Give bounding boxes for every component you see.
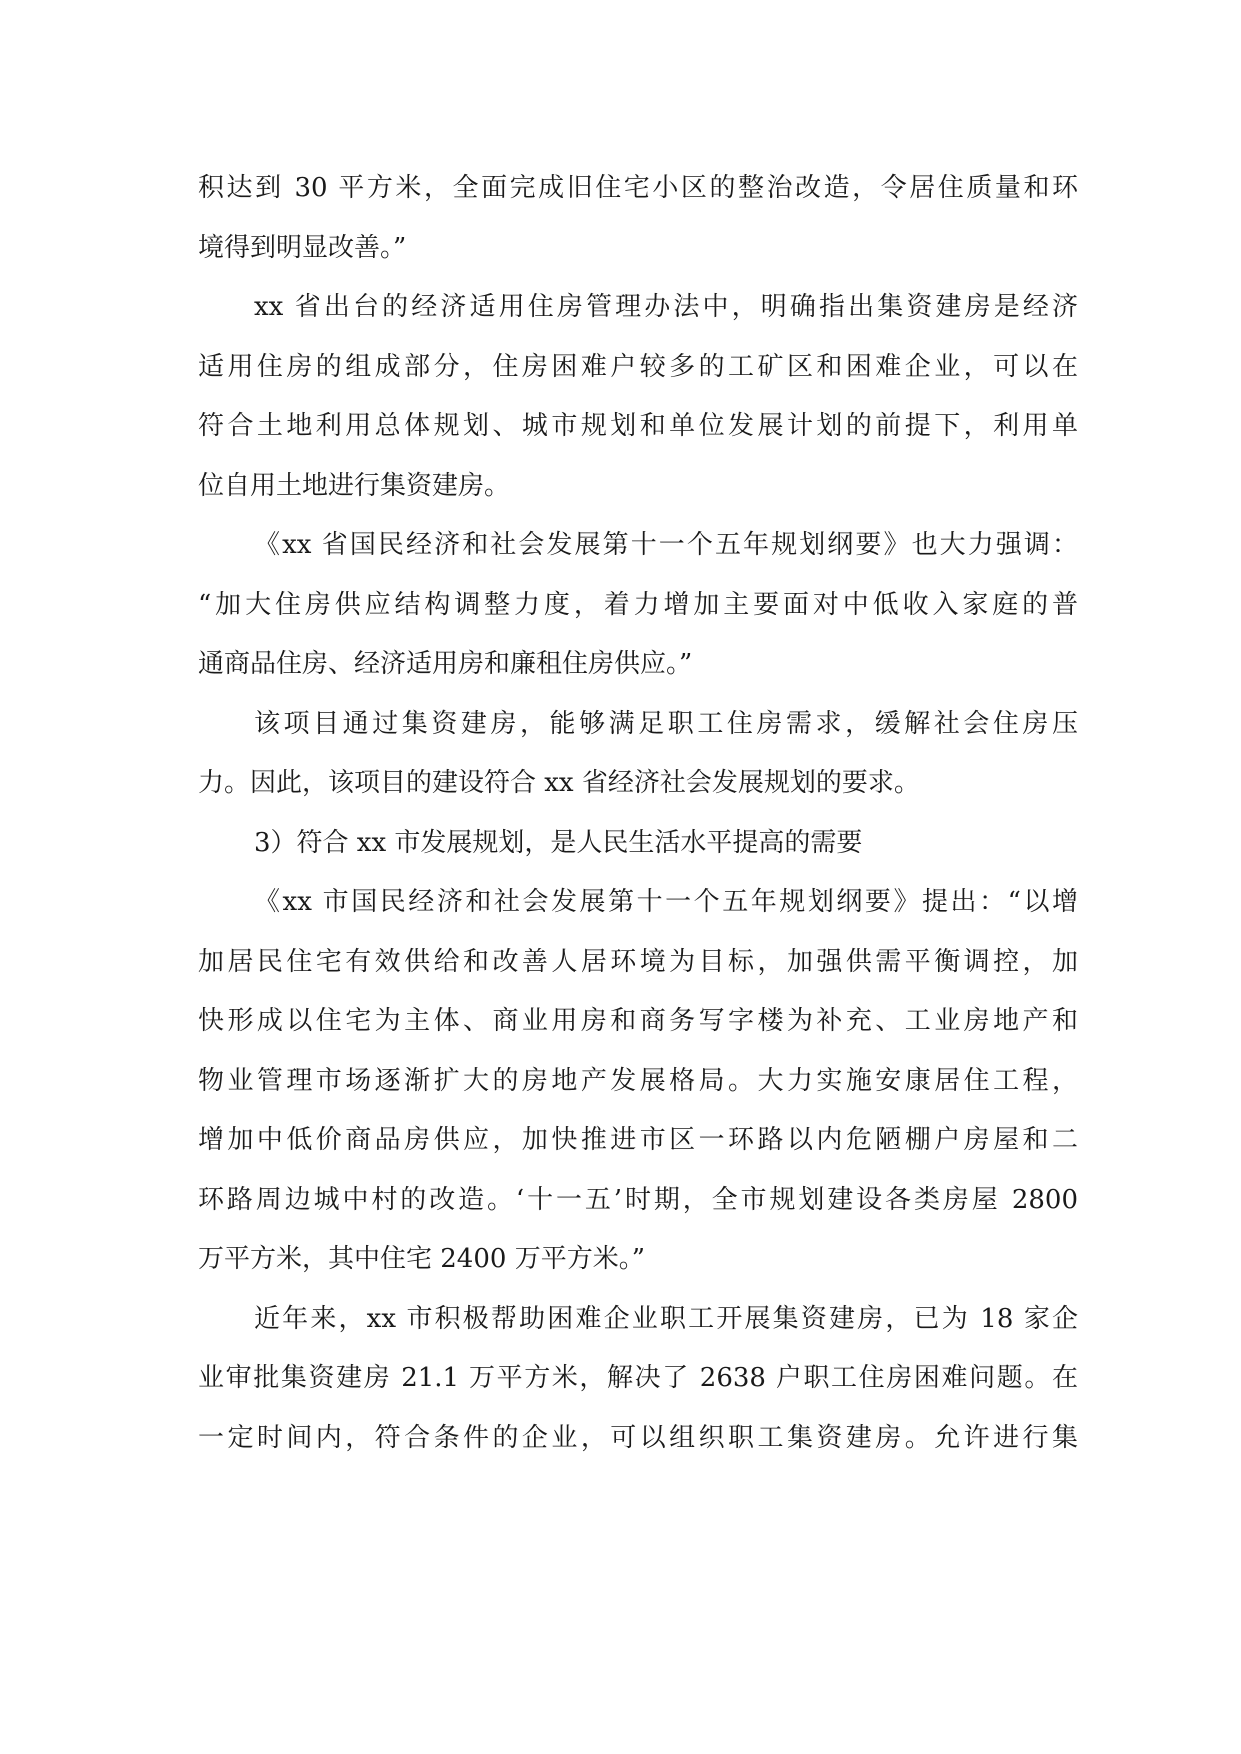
text-line: 加居民住宅有效供给和改善人居环境为目标，加强供需平衡调控，加 bbox=[198, 946, 1078, 977]
text-line: 近年来，xx 市积极帮助困难企业职工开展集资建房，已为 18 家企 bbox=[254, 1303, 1078, 1334]
text-line: 环路周边城中村的改造。‘十一五’时期，全市规划建设各类房屋 2800 bbox=[198, 1184, 1078, 1215]
text-line: xx 省出台的经济适用住房管理办法中，明确指出集资建房是经济 bbox=[254, 292, 1078, 322]
paragraph bbox=[198, 159, 1078, 278]
text-line: 增加中低价商品房供应，加快推进市区一环路以内危陋棚户房屋和二 bbox=[198, 1125, 1078, 1155]
paragraph bbox=[198, 1290, 1078, 1469]
text-line: “加大住房供应结构调整力度，着力增加主要面对中低收入家庭的普 bbox=[198, 589, 1078, 620]
paragraph bbox=[198, 695, 1078, 814]
paragraph bbox=[198, 873, 1078, 1290]
text-line: 万平方米，其中住宅 2400 万平方米。” bbox=[198, 1244, 645, 1274]
text-line: 境得到明显改善。” bbox=[198, 232, 407, 263]
text-line: 业审批集资建房 21.1 万平方米，解决了 2638 户职工住房困难问题。在 bbox=[198, 1363, 1078, 1393]
text-line: 快形成以住宅为主体、商业用房和商务写字楼为补充、工业房地产和 bbox=[198, 1006, 1078, 1036]
text-line: 该项目通过集资建房，能够满足职工住房需求，缓解社会住房压 bbox=[254, 708, 1078, 739]
text-line: 力。因此，该项目的建设符合 xx 省经济社会发展规划的要求。 bbox=[198, 768, 920, 798]
paragraph bbox=[198, 278, 1078, 516]
paragraph bbox=[198, 516, 1078, 695]
text-line: 符合土地利用总体规划、城市规划和单位发展计划的前提下，利用单 bbox=[198, 411, 1078, 441]
text-line: 通商品住房、经济适用房和廉租住房供应。” bbox=[198, 649, 693, 679]
text-line: 一定时间内，符合条件的企业，可以组织职工集资建房。允许进行集 bbox=[198, 1422, 1078, 1453]
text-line: 《xx 市国民经济和社会发展第十一个五年规划纲要》提出：“以增 bbox=[254, 887, 1078, 917]
document-body bbox=[198, 159, 1078, 1468]
paragraph bbox=[198, 814, 1078, 874]
text-line: 《xx 省国民经济和社会发展第十一个五年规划纲要》也大力强调： bbox=[254, 530, 1078, 560]
text-line: 适用住房的组成部分，住房困难户较多的工矿区和困难企业，可以在 bbox=[198, 351, 1078, 382]
text-line: 物业管理市场逐渐扩大的房地产发展格局。大力实施安康居住工程， bbox=[198, 1065, 1078, 1096]
text-line: 位自用土地进行集资建房。 bbox=[198, 470, 511, 501]
text-line: 3）符合 xx 市发展规划，是人民生活水平提高的需要 bbox=[254, 827, 863, 858]
text-line: 积达到 30 平方米，全面完成旧住宅小区的整治改造，令居住质量和环 bbox=[198, 173, 1078, 203]
